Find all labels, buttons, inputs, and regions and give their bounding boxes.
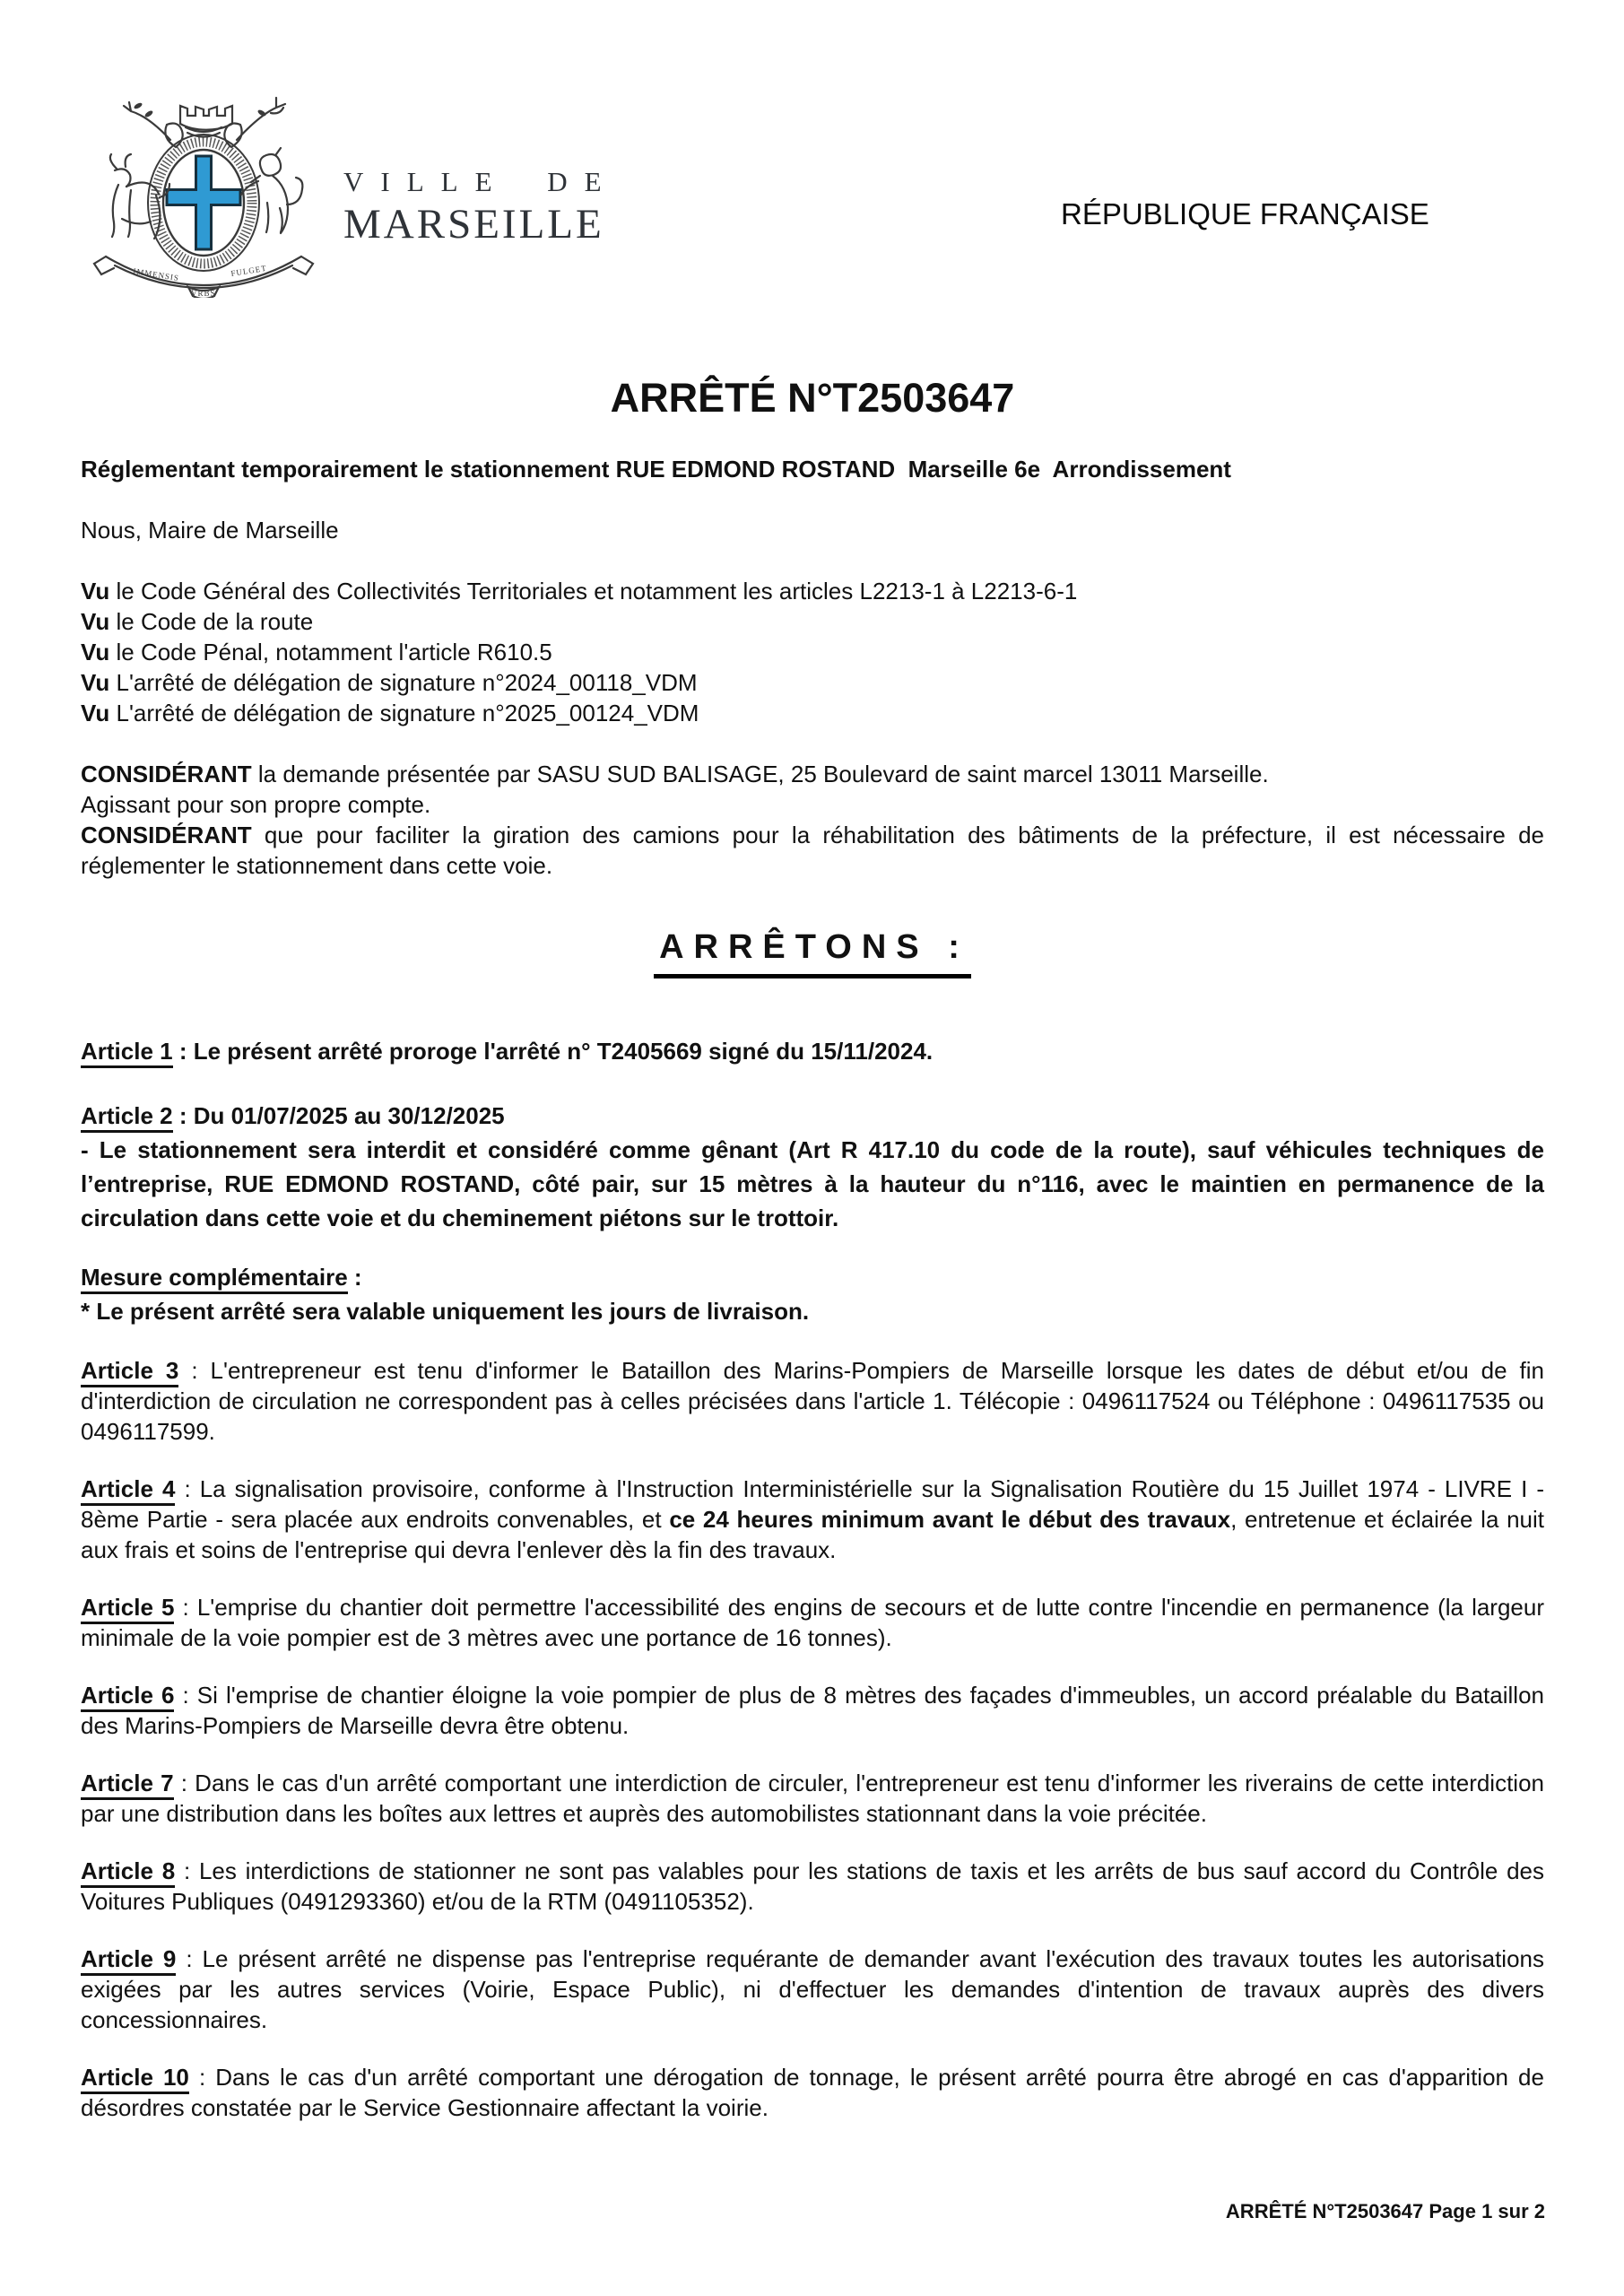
article-text-segment: : Si l'emprise de chantier éloigne la voie pompier de plus de 8 mètres des façades d'immeubles, un accord préalable du Bataillon des Marins-Pompiers de Marseille devra être obtenu. — [81, 1682, 1544, 1739]
visa-list — [81, 576, 1544, 728]
article-text-segment: : Les interdictions de stationner ne sont pas valables pour les stations de taxis et les arrêts de bus sauf accord du Contrôle des Voitures Publiques (0491293360) et/ou de la RTM (0491105352). — [81, 1857, 1545, 1915]
article-text — [81, 1594, 1544, 1651]
visa-text: le Code Pénal, notamment l'article R610.5 — [109, 639, 552, 665]
mesure-colon: : — [347, 1264, 362, 1291]
page-title: ARRÊTÉ N°T2503647 — [610, 375, 1015, 421]
article-text — [81, 1945, 1544, 2033]
article-label: Article 4 — [81, 1475, 175, 1506]
article-text-segment: : Dans le cas d'un arrêté comportant une dérogation de tonnage, le présent arrêté pourra être abrogé en cas d'apparition de désordres constatée par le Service Gestionnaire affectant la voirie. — [81, 2064, 1544, 2121]
article-text — [81, 1682, 1544, 1739]
visa-text: le Code Général des Collectivités Territoriales et notamment les articles L2213-1 à L2213-6-1 — [109, 578, 1078, 604]
motto-word-bottom: VRBS — [191, 289, 216, 298]
visa-label: Vu — [81, 669, 110, 696]
considerant-line — [81, 759, 1544, 789]
considerant-label: CONSIDÉRANT — [81, 822, 252, 848]
coat-of-arms-icon — [86, 84, 321, 298]
visa-line — [81, 698, 1544, 728]
article-label: Article 8 — [81, 1857, 175, 1888]
city-wordmark — [343, 167, 619, 248]
page-footer: ARRÊTÉ N°T2503647 Page 1 sur 2 — [1225, 2200, 1545, 2222]
visa-line — [81, 637, 1544, 667]
considerant-line — [81, 789, 1544, 820]
article-paragraph — [81, 1474, 1544, 1565]
mesure-note: * Le présent arrêté sera valable uniquement les jours de livraison. — [81, 1298, 810, 1325]
visa-line — [81, 606, 1544, 637]
article-text-segment: : L'entrepreneur est tenu d'informer le Bataillon des Marins-Pompiers de Marseille lorsque les dates de début et/ou de fin d'interdiction de circulation ne correspondent pas à celles précisées dans l'article 1. Télécopie : 0496117524 ou Téléphone : 0496117535 ou 0496117599. — [81, 1357, 1545, 1445]
article-paragraph — [81, 1856, 1544, 1917]
article-paragraph — [81, 1592, 1544, 1653]
article-label: Article 7 — [81, 1770, 174, 1800]
article-text-segment: : L'emprise du chantier doit permettre l'accessibilité des engins de secours et de lutte contre l'incendie en permanence (la largeur minimale de la voie pompier est de 3 mètres avec une portance de 16 tonnes). — [81, 1594, 1545, 1651]
article-label: Article 10 — [81, 2064, 189, 2094]
article-2-body: - Le stationnement sera interdit et considéré comme gênant (Art R 417.10 du code de la route), sauf véhicules techniques de l’entreprise, RUE EDMOND ROSTAND, côté pair, sur 15 mètres à la hauteur du n°116, avec le maintien en permanence de la circulation dans cette voie et du cheminement piétons sur le trottoir. — [81, 1136, 1544, 1231]
motto-word-right: FULGET — [230, 263, 268, 278]
visa-line — [81, 667, 1544, 698]
visa-text: L'arrêté de délégation de signature n°2025_00124_VDM — [109, 700, 699, 726]
article-label: Article 6 — [81, 1682, 174, 1712]
visa-label: Vu — [81, 608, 110, 635]
article-2-label: Article 2 — [81, 1102, 173, 1133]
considerant-line — [81, 820, 1544, 881]
article-paragraph — [81, 1768, 1544, 1829]
mesure-label: Mesure complémentaire — [81, 1264, 348, 1294]
article-paragraph — [81, 1680, 1544, 1741]
article-1 — [81, 1034, 1544, 1068]
wordmark-ville-de: VILLE DE — [343, 166, 619, 197]
article-text-segment: : Le présent arrêté ne dispense pas l'entreprise requérante de demander avant l'exécution des travaux toutes les autorisations exigées par les autres services (Voirie, Espace Public), ni d'effectuer les demandes d'intention de travaux auprès des divers concessionnaires. — [81, 1945, 1544, 2033]
considerant-label: CONSIDÉRANT — [81, 761, 252, 787]
article-text — [81, 1770, 1544, 1827]
article-paragraph — [81, 1944, 1544, 2035]
arretons-heading-row — [81, 927, 1544, 978]
article-paragraph — [81, 2062, 1544, 2123]
document-body — [81, 375, 1544, 2150]
article-text-segment: : Dans le cas d'un arrêté comportant une interdiction de circuler, l'entrepreneur est tenu d'informer les riverains de cette interdiction par une distribution dans les boîtes aux lettres et auprès des automobilistes stationnant dans la voie précitée. — [81, 1770, 1545, 1827]
motto-ribbon-icon — [94, 257, 313, 298]
motto-word-left: IMMENSIS — [132, 266, 180, 283]
republique-francaise-heading: RÉPUBLIQUE FRANÇAISE — [1061, 197, 1429, 230]
article-label: Article 9 — [81, 1945, 176, 1976]
bold-emphasis: ce 24 heures minimum avant le début des travaux — [669, 1506, 1231, 1533]
wordmark-marseille: MARSEILLE — [343, 201, 604, 248]
article-text — [81, 1475, 1544, 1563]
considerant-text: la demande présentée par SASU SUD BALISAGE, 25 Boulevard de saint marcel 13011 Marseille. — [251, 761, 1269, 787]
article-text-segment: , entretenue et éclairée la nuit aux frais et soins de l'entreprise qui devra l'enlever dès la fin des travaux. — [81, 1506, 1545, 1563]
article-text — [81, 2064, 1544, 2121]
article-label: Article 5 — [81, 1594, 174, 1624]
subject-line: Réglementant temporairement le stationnement RUE EDMOND ROSTAND Marseille 6e Arrondissement — [81, 456, 1231, 483]
article-paragraph — [81, 1355, 1544, 1447]
visa-label: Vu — [81, 578, 110, 604]
article-text-segment: : La signalisation provisoire, conforme à l'Instruction Interministérielle sur la Signalisation Routière du 15 Juillet 1974 - LIVRE I - 8ème Partie - sera placée aux endroits convenables, et — [81, 1475, 1544, 1533]
visa-label: Vu — [81, 700, 110, 726]
article-1-label: Article 1 — [81, 1038, 173, 1068]
considerant-list — [81, 759, 1544, 881]
article-label: Article 3 — [81, 1357, 178, 1387]
considerant-text: que pour faciliter la giration des camions pour la réhabilitation des bâtiments de la préfecture, il est nécessaire de réglementer le stationnement dans cette voie. — [81, 822, 1544, 879]
article-1-text: : Le présent arrêté proroge l'arrêté n° T2405669 signé du 15/11/2024. — [172, 1038, 934, 1065]
considerant-text: Agissant pour son propre compte. — [81, 791, 431, 818]
visa-text: le Code de la route — [109, 608, 314, 635]
article-list — [81, 1355, 1544, 2123]
article-2 — [81, 1099, 1544, 1235]
visa-label: Vu — [81, 639, 110, 665]
marseille-coat-of-arms — [86, 84, 321, 298]
mesure-complementaire — [81, 1260, 1544, 1328]
article-text — [81, 1857, 1544, 1915]
arretons-heading: ARRÊTONS : — [654, 927, 971, 978]
visa-line — [81, 576, 1544, 606]
visa-text: L'arrêté de délégation de signature n°2024_00118_VDM — [109, 669, 698, 696]
article-2-heading: : Du 01/07/2025 au 30/12/2025 — [172, 1102, 505, 1129]
salutation: Nous, Maire de Marseille — [81, 517, 339, 544]
article-text — [81, 1357, 1544, 1445]
